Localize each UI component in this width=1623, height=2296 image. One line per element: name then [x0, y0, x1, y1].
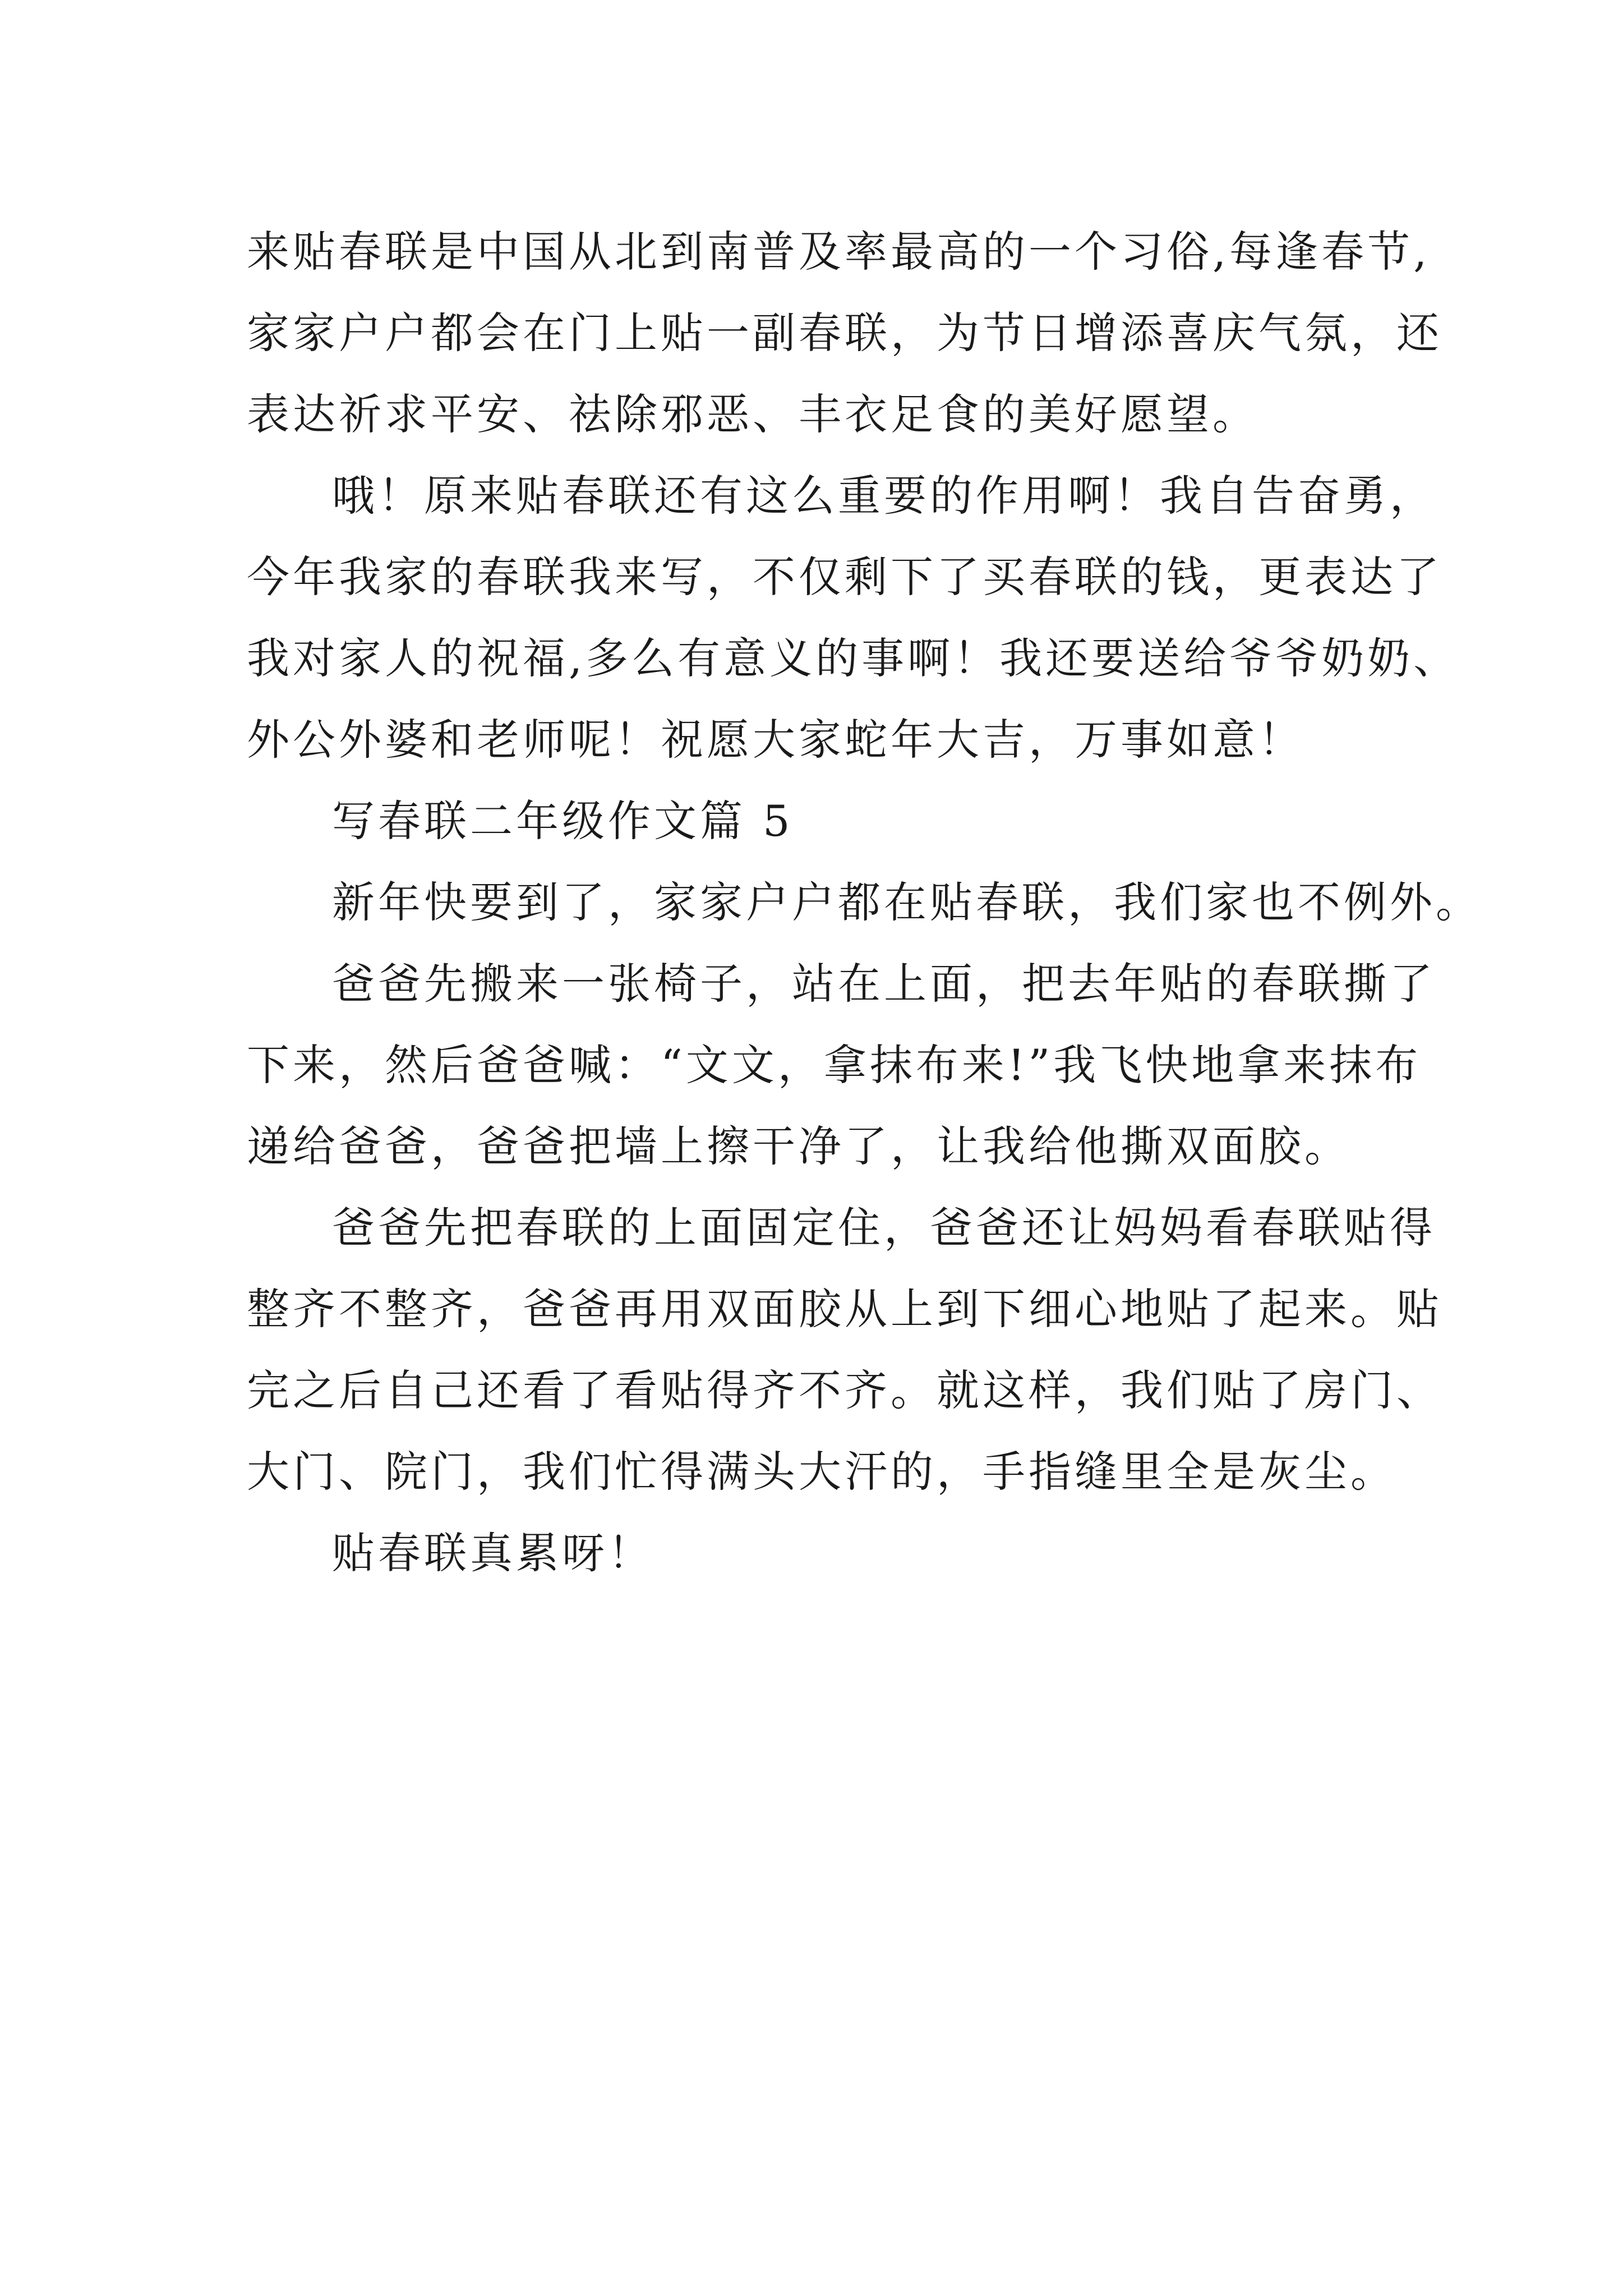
text-line: 整齐不整齐，爸爸再用双面胶从上到下细心地贴了起来。贴 [247, 1284, 1442, 1334]
text-line: 来贴春联是中国从北到南普及率最高的一个习俗,每逢春节, [247, 227, 1431, 277]
text-line: 我对家人的祝福,多么有意义的事啊！我还要送给爷爷奶奶、 [247, 633, 1460, 683]
text-line: 家家户户都会在门上贴一副春联，为节日增添喜庆气氛，还 [247, 308, 1442, 358]
text-line: 今年我家的春联我来写，不仅剩下了买春联的钱，更表达了 [247, 552, 1442, 602]
text-line: 爸爸先把春联的上面固定住，爸爸还让妈妈看春联贴得 [332, 1203, 1436, 1253]
text-line: 哦！原来贴春联还有这么重要的作用啊！我自告奋勇， [332, 471, 1436, 521]
text-line: 递给爸爸，爸爸把墙上擦干净了，让我给他撕双面胶。 [247, 1121, 1350, 1171]
text-line: 贴春联真累呀！ [332, 1528, 654, 1578]
text-line: 大门、院门，我们忙得满头大汗的，手指缝里全是灰尘。 [247, 1447, 1396, 1497]
text-line: 爸爸先搬来一张椅子，站在上面，把去年贴的春联撕了 [332, 959, 1436, 1009]
text-line: 新年快要到了，家家户户都在贴春联，我们家也不例外。 [332, 877, 1482, 927]
section-heading: 写春联二年级作文篇 5 [332, 796, 794, 846]
text-line: 外公外婆和老师呢！祝愿大家蛇年大吉，万事如意！ [247, 715, 1304, 765]
text-line: 表达祈求平安、祛除邪恶、丰衣足食的美好愿望。 [247, 389, 1258, 439]
essay-text [247, 211, 1482, 1594]
text-line: 下来，然后爸爸喊：“文文，拿抹布来!”我飞快地拿来抹布 [247, 1040, 1422, 1090]
text-line: 完之后自己还看了看贴得齐不齐。就这样，我们贴了房门、 [247, 1365, 1442, 1415]
